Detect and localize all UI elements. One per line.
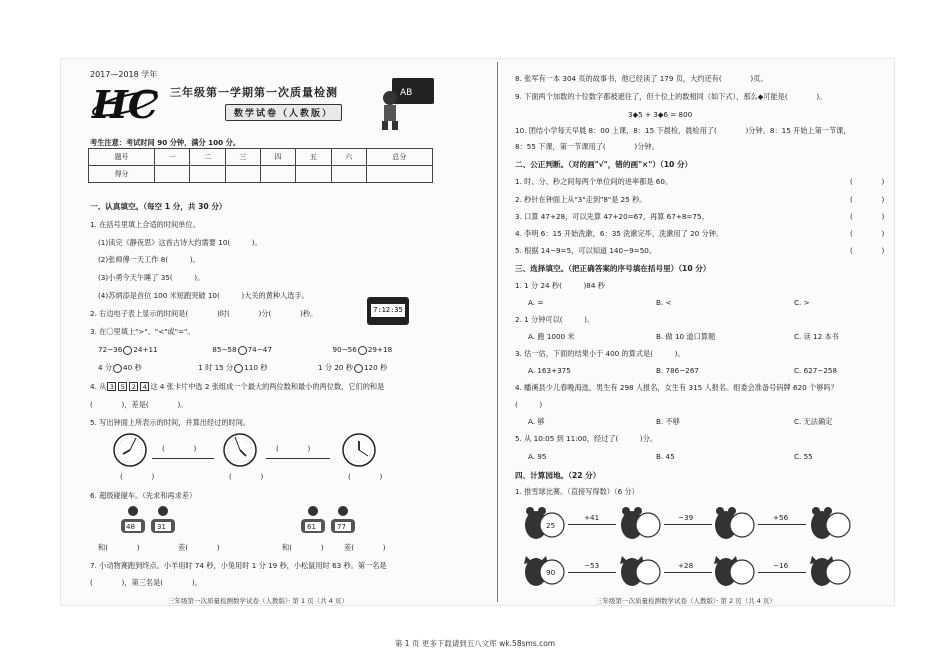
score-row-label: 得分 — [89, 166, 155, 183]
score-header: 六 — [331, 149, 366, 166]
judge-answer[interactable]: ( ) — [850, 212, 885, 221]
q4-text: 4. 从 — [90, 382, 107, 391]
compare-expr: 29+18 — [367, 345, 393, 354]
choice-option[interactable]: A. 够 — [528, 417, 545, 426]
clock-blank: ( ) — [229, 472, 264, 481]
score-cell[interactable] — [296, 166, 331, 183]
clock-face-icon — [222, 432, 258, 468]
snowball-start: 25 — [546, 521, 556, 530]
digital-clock-icon — [367, 297, 409, 325]
section-4-heading: 四、计算园地。（22 分） — [515, 471, 601, 480]
choice-5: 5. 从 10:05 到 11:00，经过了( )分。 — [515, 434, 658, 443]
score-header: 一 — [155, 149, 190, 166]
question-7-line2: ( )，第三名是( )。 — [90, 578, 202, 587]
bear-icon — [712, 505, 756, 541]
choice-option[interactable]: B. 不够 — [656, 417, 680, 426]
arrow-line — [568, 572, 616, 573]
compare-expr: 85−58 — [212, 345, 237, 354]
question-1-2: (2)张师傅一天工作 8( )。 — [98, 255, 200, 264]
choice-2: 2. 1 分钟可以( )。 — [515, 315, 595, 324]
section-2-heading: 二、公正判断。（对的画"√"，错的画"×"）（10 分） — [515, 160, 693, 169]
exam-notice: 考生注意：考试时间 90 分钟，满分 100 分。 — [90, 138, 241, 147]
cat-icon — [618, 552, 662, 588]
calc-op: −16 — [773, 561, 789, 570]
teacher-blackboard-icon — [378, 76, 438, 132]
judge-item: 1. 时、分、秒之间每两个单位间的进率都是 60。 — [515, 177, 673, 186]
left-page-footer: 三年级第一次质量检测数学试卷（人教版）· 第 1 页（共 4 页） — [168, 597, 348, 605]
arrow-line — [152, 458, 214, 459]
question-8: 8. 张军有一本 304 页的故事书，他已经读了 179 页，大约还有( )页。 — [515, 74, 768, 83]
calc-op: −39 — [678, 513, 694, 522]
choice-option[interactable]: C. 读 12 本书 — [794, 332, 839, 341]
arrow-line — [758, 572, 806, 573]
compare-expr: 1 分 20 秒 — [318, 363, 353, 372]
bumper-number: 31 — [157, 523, 166, 531]
number-card: 4 — [140, 382, 149, 391]
number-card: 5 — [118, 382, 127, 391]
bear-icon — [522, 505, 566, 541]
bumper-car-icon — [298, 505, 328, 537]
judge-item: 2. 秒针在钟面上从"3"走到"8"是 25 秒。 — [515, 195, 647, 204]
choice-option[interactable]: B. 做 10 道口算题 — [656, 332, 716, 341]
question-5: 5. 写出钟面上所表示的时间，并算出经过的时间。 — [90, 418, 251, 427]
judge-item: 5. 根据 14−9=5，可以知道 140−9=50。 — [515, 246, 657, 255]
choice-option[interactable]: A. 跑 1000 米 — [528, 332, 575, 341]
score-header: 四 — [260, 149, 295, 166]
diff-blank: 差( ) — [178, 543, 220, 552]
arrow-line — [568, 524, 616, 525]
choice-option[interactable]: C. > — [794, 298, 810, 307]
compare-row-1 — [98, 345, 392, 355]
question-2: 2. 右边电子表上显示的时间是( )时( )分( )秒。 — [90, 309, 318, 318]
elapsed-blank: ( ) — [162, 444, 197, 453]
bumper-number: 61 — [307, 523, 316, 531]
arrow-line — [266, 458, 330, 459]
choice-1: 1. 1 分 24 秒( )84 秒 — [515, 281, 605, 290]
question-9: 9. 下面两个加数的十位数字都被遮住了，但十位上的数相同（如下式），那么◆可能是( )。 — [515, 92, 827, 101]
question-6: 6. 超级碰碰车。（先求和再求差） — [90, 491, 197, 500]
cat-icon — [522, 552, 566, 588]
question-9-equation: 3◆5 + 3◆6 = 800 — [628, 110, 693, 119]
svg-text:AB: AB — [400, 88, 413, 98]
choice-option[interactable]: C. 55 — [794, 452, 813, 461]
clock-face-icon — [112, 432, 148, 468]
school-year: 2017—2018 学年 — [90, 70, 158, 79]
score-header: 二 — [190, 149, 225, 166]
question-4-line2: ( )，差是( )。 — [90, 400, 188, 409]
exam-title: 三年级第一学期第一次质量检测 — [170, 86, 338, 99]
arrow-line — [664, 572, 712, 573]
bear-icon — [618, 505, 662, 541]
arrow-line — [758, 524, 806, 525]
compare-expr: 120 秒 — [363, 363, 388, 372]
question-4 — [90, 382, 384, 391]
section-3-heading: 三、选择填空。（把正确答案的序号填在括号里）（10 分） — [515, 264, 711, 273]
score-header: 总分 — [366, 149, 432, 166]
clock-blank: ( ) — [348, 472, 383, 481]
choice-4-line2: ( ) — [515, 400, 543, 409]
question-10: 10. 团结小学每天早晨 8：00 上课，8：15 下晨检，晨检用了( )分钟。8：15 开始上第一节课， — [515, 126, 851, 135]
score-table-score-row — [89, 166, 433, 183]
score-cell[interactable] — [366, 166, 432, 183]
cat-icon — [712, 552, 756, 588]
choice-option[interactable]: B. < — [656, 298, 672, 307]
calc-question-1: 1. 推雪球比赛。（直接写得数）（6 分） — [515, 487, 639, 496]
score-table — [88, 148, 433, 183]
sum-blank: 和( ) — [282, 543, 324, 552]
compare-expr: 24+11 — [133, 345, 158, 354]
compare-circle[interactable] — [354, 364, 363, 373]
choice-option[interactable]: B. 786−267 — [656, 366, 699, 375]
score-header: 题号 — [89, 149, 155, 166]
number-card: 2 — [129, 382, 138, 391]
calc-op: +41 — [584, 513, 600, 522]
compare-circle[interactable] — [358, 346, 367, 355]
score-cell[interactable] — [155, 166, 190, 183]
calc-op: +56 — [773, 513, 789, 522]
judge-answer[interactable]: ( ) — [850, 229, 885, 238]
compare-circle[interactable] — [238, 346, 247, 355]
exam-subtitle: 数学试卷（人教版） — [225, 104, 342, 121]
bear-icon — [808, 505, 852, 541]
question-7: 7. 小动物赛跑到终点。小羊用时 74 秒，小兔用时 1 分 19 秒，小松鼠用时 63 秒。第一名是 — [90, 561, 387, 570]
sum-blank: 和( ) — [98, 543, 140, 552]
compare-expr: 40 秒 — [123, 363, 142, 372]
choice-4: 4. 蟠溪县少儿春晚海选，男生有 298 人报名，女生有 315 人报名。组委会准备号码牌 620 个够吗？ — [515, 383, 838, 392]
score-header: 三 — [225, 149, 260, 166]
choice-option[interactable]: A. = — [528, 298, 544, 307]
choice-option[interactable]: A. 163+375 — [528, 366, 571, 375]
elapsed-blank: ( ) — [276, 444, 311, 453]
question-1-4: (4)苏炳添是首位 100 米短跑突破 10( )大关的黄种人选手。 — [98, 291, 309, 300]
calc-op: −53 — [584, 561, 600, 570]
bumper-number: 48 — [126, 523, 135, 531]
compare-circle[interactable] — [113, 364, 122, 373]
calc-op: +28 — [678, 561, 694, 570]
compare-expr: 74−47 — [247, 345, 272, 354]
score-cell[interactable] — [331, 166, 366, 183]
clock-blank: ( ) — [120, 472, 155, 481]
question-1: 1. 在括号里填上合适的时间单位。 — [90, 220, 200, 229]
choice-option[interactable]: C. 627−258 — [794, 366, 838, 375]
snowball-start: 90 — [546, 568, 556, 577]
judge-answer[interactable]: ( ) — [850, 195, 885, 204]
bumper-car-icon — [118, 505, 148, 537]
score-table-header-row — [89, 149, 433, 166]
diff-blank: 差( ) — [344, 543, 386, 552]
svg-text:HC: HC — [92, 82, 159, 124]
clock-face-icon — [341, 432, 377, 468]
question-1-3: (3)小勇今天午睡了 35( )。 — [98, 273, 205, 282]
judge-answer[interactable]: ( ) — [850, 177, 885, 186]
right-page-footer: 三年级第一次质量检测数学试卷（人教版）· 第 2 页（共 4 页） — [596, 597, 776, 605]
judge-item: 3. 口算 47+28，可以先算 47+20=67，再算 67+8=75。 — [515, 212, 709, 221]
bumper-car-icon — [148, 505, 178, 537]
score-cell[interactable] — [260, 166, 295, 183]
compare-expr: 72−36 — [98, 345, 123, 354]
score-cell[interactable] — [190, 166, 225, 183]
question-1-1: (1)读完《静夜思》这首古诗大约需要 10( )。 — [98, 238, 262, 247]
page-divider — [497, 62, 498, 602]
hc-logo-icon — [90, 82, 160, 124]
q4-text: 这 4 张卡片中选 2 张组成一个最大的两位数和最小的两位数，它们的和是 — [150, 382, 385, 391]
choice-option[interactable]: B. 45 — [656, 452, 675, 461]
score-cell[interactable] — [225, 166, 260, 183]
download-footer: 第 1 页 更多下载请到五八文库 wk.58sms.com — [394, 639, 556, 648]
compare-circle[interactable] — [123, 346, 132, 355]
compare-row-2 — [98, 363, 387, 373]
score-header: 五 — [296, 149, 331, 166]
compare-circle[interactable] — [234, 364, 243, 373]
judge-answer[interactable]: ( ) — [850, 246, 885, 255]
section-1-heading: 一、认真填空。（每空 1 分，共 30 分） — [90, 202, 227, 211]
compare-expr: 4 分 — [98, 363, 113, 372]
compare-expr: 110 秒 — [244, 363, 268, 372]
choice-3: 3. 估一估，下面的结果小于 400 的算式是( )。 — [515, 349, 685, 358]
choice-option[interactable]: C. 无法确定 — [794, 417, 833, 426]
bumper-car-icon — [328, 505, 358, 537]
choice-option[interactable]: A. 95 — [528, 452, 547, 461]
bumper-number: 77 — [337, 523, 346, 531]
question-3: 3. 在〇里填上">"、"<"或"="。 — [90, 327, 195, 336]
question-10-line2: 8：55 下课，第一节课用了( )分钟。 — [515, 142, 659, 151]
judge-item: 4. 李明 6：15 开始洗漱，6：35 洗漱完毕，洗漱用了 20 分钟。 — [515, 229, 724, 238]
cat-icon — [808, 552, 852, 588]
compare-expr: 1 时 15 分 — [198, 363, 234, 372]
compare-expr: 90−56 — [332, 345, 357, 354]
digital-clock-time: 7:12:35 — [371, 304, 405, 317]
number-card: 3 — [107, 382, 116, 391]
arrow-line — [664, 524, 712, 525]
